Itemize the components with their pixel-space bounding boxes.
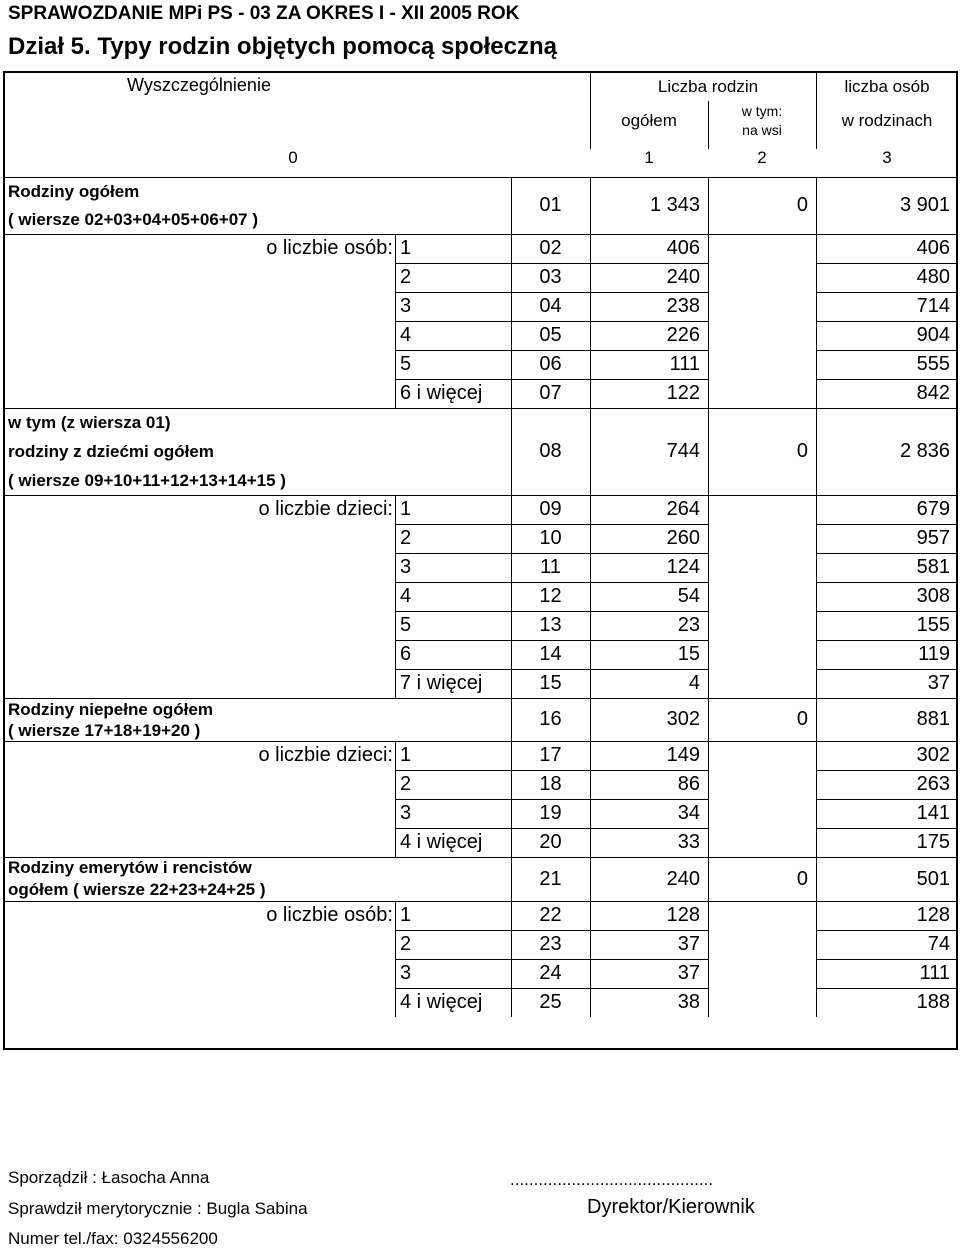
rural-col-right-divider (816, 901, 817, 1017)
subrow-families: 23 (677, 614, 700, 636)
row-col-divider (511, 857, 512, 1017)
subrow-key: 4 i więcej (400, 991, 483, 1013)
table-border-right (956, 71, 958, 1050)
subrow-row-number: 11 (540, 556, 561, 578)
subrow-row-number: 17 (539, 744, 562, 766)
subrow-families: 149 (666, 744, 700, 766)
rural-col-right-divider (816, 234, 817, 408)
subrow-persons: 188 (916, 991, 950, 1013)
subrow-persons: 581 (916, 556, 950, 578)
header-col-divider-2 (816, 71, 817, 149)
header-rural-line1: w tym: (741, 103, 783, 119)
group-label-2: ( wiersze 17+18+19+20 ) (8, 720, 201, 740)
group-rural: 0 (796, 708, 808, 730)
subrow-row-number: 04 (539, 295, 562, 317)
signature-label: Dyrektor/Kierownik (587, 1196, 755, 1218)
subrow-row-number: 25 (539, 991, 562, 1013)
subrow-persons: 37 (927, 672, 950, 694)
subrow-families: 86 (677, 773, 700, 795)
rural-col-divider (708, 698, 709, 741)
subrow-persons: 302 (916, 744, 950, 766)
subrow-key: 6 (400, 643, 412, 665)
subrow-row-number: 02 (539, 237, 562, 259)
subrow-persons: 480 (916, 266, 950, 288)
row-col-divider (511, 177, 512, 408)
subrow-key: 2 (400, 266, 412, 288)
rural-blank-cell (709, 235, 816, 408)
subrow-row-number: 14 (539, 643, 562, 665)
group-row-number: 01 (539, 194, 562, 216)
subrow-row-number: 12 (539, 585, 562, 607)
subrow-key: 1 (400, 744, 412, 766)
phone-number: Numer tel./fax: 0324556200 (8, 1229, 218, 1248)
subrow-key: 7 i więcej (400, 672, 483, 694)
subrow-families: 260 (666, 527, 700, 549)
group-families: 744 (666, 440, 700, 462)
subrow-families: 124 (666, 556, 700, 578)
subrow-families: 37 (677, 962, 700, 984)
header-persons-bottom: w rodzinach (841, 111, 933, 130)
checked-by: Sprawdził merytorycznie : Bugla Sabina (8, 1199, 308, 1218)
subrow-persons: 555 (916, 353, 950, 375)
group-label-0: Rodziny ogółem (8, 181, 140, 201)
signature-dots: ........................................... (510, 1170, 714, 1189)
table-border-left (3, 71, 5, 1050)
group-persons: 881 (916, 708, 950, 730)
subrow-persons: 957 (916, 527, 950, 549)
subrow-key: 5 (400, 614, 412, 636)
header-total: ogółem (621, 111, 677, 130)
fam-col-divider (590, 177, 591, 408)
sub-label: o liczbie osób: (266, 237, 393, 259)
subrow-persons: 406 (916, 237, 950, 259)
subrow-key: 3 (400, 295, 412, 317)
subrow-persons: 308 (916, 585, 950, 607)
key-col-divider (395, 495, 396, 698)
group-rural: 0 (796, 194, 808, 216)
header-col-divider-1 (590, 71, 591, 149)
subrow-families: 238 (666, 295, 700, 317)
subrow-families: 128 (666, 904, 700, 926)
subrow-row-number: 09 (539, 498, 562, 520)
subrow-families: 264 (666, 498, 700, 520)
table-border-bottom (3, 1048, 958, 1050)
col-number-2: 2 (757, 148, 767, 167)
group-row-number: 21 (539, 868, 562, 890)
group-label-1: ( wiersze 09+10+11+12+13+14+15 ) (8, 471, 286, 490)
subrow-persons: 904 (916, 324, 950, 346)
sub-label: o liczbie osób: (266, 904, 393, 926)
subrow-row-number: 23 (539, 933, 562, 955)
rural-col-right-divider (816, 741, 817, 857)
subrow-persons: 155 (916, 614, 950, 636)
fam-col-divider (590, 698, 591, 857)
subrow-persons: 141 (916, 802, 950, 824)
group-rural: 0 (796, 440, 808, 462)
group-label-3: ogółem ( wiersze 22+23+24+25 ) (8, 880, 266, 899)
prepared-by: Sporządził : Łasocha Anna (8, 1168, 210, 1187)
subrow-row-number: 07 (539, 382, 562, 404)
group-persons: 3 901 (899, 194, 950, 216)
subrow-families: 111 (669, 353, 700, 375)
subrow-row-number: 24 (539, 962, 562, 984)
rural-blank-cell (709, 742, 816, 857)
subrow-row-number: 10 (539, 527, 562, 549)
sub-label: o liczbie dzieci: (258, 744, 393, 766)
report-title: SPRAWOZDANIE MPi PS - 03 ZA OKRES I - XII 2005 ROK (8, 3, 520, 24)
group-rural: 0 (796, 868, 808, 890)
subrow-key: 1 (400, 904, 412, 926)
rural-blank-cell (709, 496, 816, 698)
group-persons: 2 836 (899, 440, 950, 462)
subrow-key: 2 (400, 527, 412, 549)
group-label-1: rodziny z dziećmi ogółem (8, 442, 214, 461)
subrow-key: 4 (400, 324, 412, 346)
pers-col-divider (816, 857, 817, 901)
group-row-number: 16 (539, 708, 562, 730)
rural-col-divider (708, 408, 709, 495)
col-number-3: 3 (882, 148, 892, 167)
col-number-1: 1 (644, 148, 654, 167)
subrow-persons: 714 (916, 295, 950, 317)
header-persons-top: liczba osób (844, 77, 930, 96)
pers-col-divider (816, 177, 817, 234)
subrow-row-number: 13 (539, 614, 562, 636)
subrow-key: 4 (400, 585, 412, 607)
group-label-1: w tym (z wiersza 01) (8, 413, 171, 432)
subrow-row-number: 20 (539, 831, 562, 853)
key-col-divider (395, 234, 396, 408)
subrow-persons: 119 (918, 643, 950, 665)
group-row-number: 08 (539, 440, 562, 462)
subrow-row-number: 03 (539, 266, 562, 288)
section-title: Dział 5. Typy rodzin objętych pomocą społeczną (8, 33, 557, 60)
subrow-row-number: 22 (539, 904, 562, 926)
row-col-divider (511, 698, 512, 857)
pers-col-divider (816, 408, 817, 495)
subrow-persons: 111 (919, 962, 950, 984)
subrow-key: 1 (400, 237, 412, 259)
subrow-persons: 842 (916, 382, 950, 404)
header-rural-line2: na wsi (742, 122, 782, 138)
subrow-row-number: 15 (539, 672, 562, 694)
subrow-persons: 679 (916, 498, 950, 520)
key-col-divider (395, 901, 396, 1017)
group-persons: 501 (916, 868, 950, 890)
families-table (3, 71, 958, 1050)
subrow-key: 2 (400, 933, 412, 955)
subrow-families: 4 (688, 672, 700, 694)
group-label-0: ( wiersze 02+03+04+05+06+07 ) (8, 209, 259, 229)
rural-col-divider (708, 857, 709, 901)
subrow-families: 37 (677, 933, 700, 955)
header-description: Wyszczególnienie (127, 75, 271, 95)
subrow-key: 3 (400, 962, 412, 984)
subrow-families: 15 (677, 643, 700, 665)
subrow-families: 34 (677, 802, 700, 824)
group-label-3: Rodziny emerytów i rencistów (8, 858, 252, 877)
sub-label: o liczbie dzieci: (258, 498, 393, 520)
subrow-families: 240 (666, 266, 700, 288)
subrow-row-number: 05 (539, 324, 562, 346)
row-col-divider (511, 408, 512, 698)
table-border-top (3, 71, 958, 73)
subrow-families: 33 (677, 831, 700, 853)
subrow-persons: 128 (916, 904, 950, 926)
subrow-row-number: 18 (539, 773, 562, 795)
group-families: 302 (666, 708, 700, 730)
subrow-key: 5 (400, 353, 412, 375)
subrow-key: 4 i więcej (400, 831, 483, 853)
subrow-key: 3 (400, 556, 412, 578)
rural-col-right-divider (816, 495, 817, 698)
subrow-persons: 74 (927, 933, 950, 955)
pers-col-divider (816, 698, 817, 741)
header-families: Liczba rodzin (657, 77, 759, 96)
header-col-divider-3 (708, 101, 709, 149)
subrow-families: 38 (677, 991, 700, 1013)
subrow-families: 406 (666, 237, 700, 259)
rural-blank-cell (709, 902, 816, 1017)
subrow-row-number: 06 (539, 353, 562, 375)
subrow-persons: 263 (916, 773, 950, 795)
group-label-2: Rodziny niepełne ogółem (8, 699, 213, 719)
key-col-divider (395, 741, 396, 857)
rural-col-divider (708, 177, 709, 234)
subrow-families: 54 (677, 585, 700, 607)
subrow-key: 1 (400, 498, 412, 520)
fam-col-divider (590, 857, 591, 1017)
subrow-families: 122 (666, 382, 700, 404)
subrow-key: 6 i więcej (400, 382, 483, 404)
fam-col-divider (590, 408, 591, 698)
subrow-key: 2 (400, 773, 412, 795)
subrow-row-number: 19 (539, 802, 562, 824)
col-number-0: 0 (288, 148, 298, 167)
subrow-persons: 175 (916, 831, 950, 853)
group-families: 240 (666, 868, 700, 890)
group-families: 1 343 (649, 194, 700, 216)
subrow-key: 3 (400, 802, 412, 824)
subrow-families: 226 (666, 324, 700, 346)
